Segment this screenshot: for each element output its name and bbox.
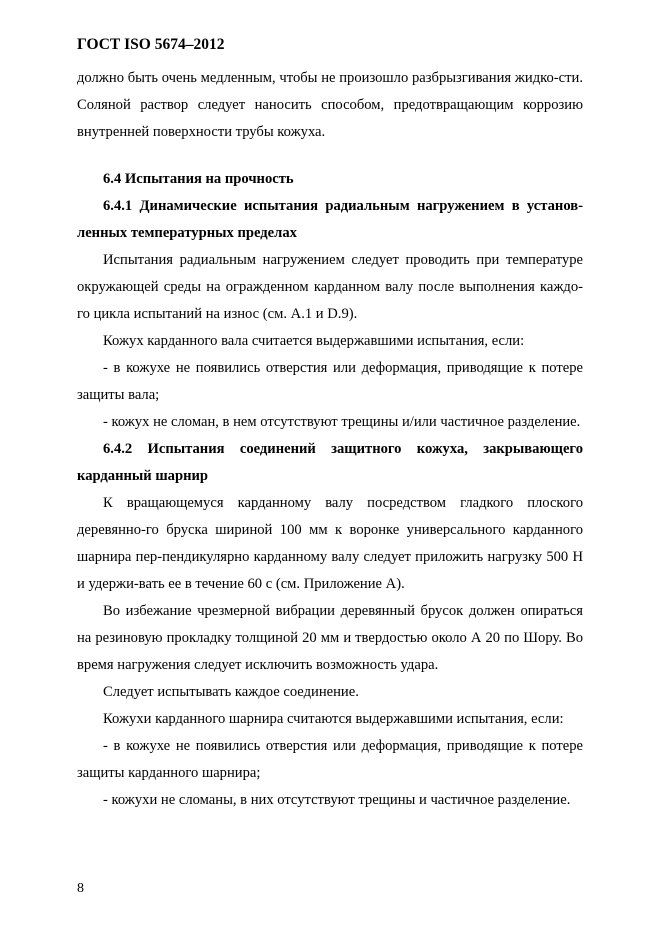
paragraph-joint-guard-criteria: Кожухи карданного шарнира считаются выдержавшими испытания, если: [103,711,564,727]
section-heading-6-4: 6.4 Испытания на прочность [103,171,294,187]
document-header: ГОСТ ISO 5674–2012 [77,36,225,53]
page-body [77,65,583,814]
criteria-item-no-holes: - в кожухе не появились отверстия или деформация, приводящие к потере защиты вала; [77,360,583,403]
paragraph-shaft-guard-criteria: Кожух карданного вала считается выдержавшими испытания, если: [103,333,525,349]
criteria-item-joint-not-broken: - кожухи не сломаны, в них отсутствуют трещины и частичное разделение. [103,792,571,808]
paragraph-load-application: К вращающемуся карданному валу посредством гладкого плоского деревянно-го бруска шириной 100 мм к воронке универсального карданного шарнира пер-пендикулярно карданному валу следует приложить нагрузку 500 Н и удержи-вать ее в течение 60 с (см. Приложение А). [77,495,583,592]
criteria-item-not-broken: - кожух не сломан, в нем отсутствуют трещины и/или частичное разделение. [103,414,581,430]
subsection-heading-6-4-1: 6.4.1 Динамические испытания радиальным нагружением в установ-ленных температурных пределах [77,198,583,241]
paragraph-vibration: Во избежание чрезмерной вибрации деревянный брусок должен опираться на резиновую прокладку толщиной 20 мм и твердостью около А 20 по Шору. Во время нагружения следует исключить возможность удара. [77,603,583,673]
subsection-heading-6-4-2: 6.4.2 Испытания соединений защитного кожуха, закрывающего карданный шарнир [77,441,583,484]
paragraph-each-joint: Следует испытывать каждое соединение. [103,684,359,700]
paragraph-continuation: должно быть очень медленным, чтобы не произошло разбрызгивания жидко-сти. Соляной раствор следует наносить способом, предотвращающим коррозию внутренней поверхности трубы кожуха. [77,70,583,140]
paragraph-radial-test: Испытания радиальным нагружением следует проводить при температуре окружающей среды на огражденном карданном валу после выполнения каждо-го цикла испытаний на износ (см. А.1 и D.9). [77,252,583,322]
criteria-item-joint-no-holes: - в кожухе не появились отверстия или деформация, приводящие к потере защиты карданного шарнира; [77,738,583,781]
page-number: 8 [77,881,84,896]
